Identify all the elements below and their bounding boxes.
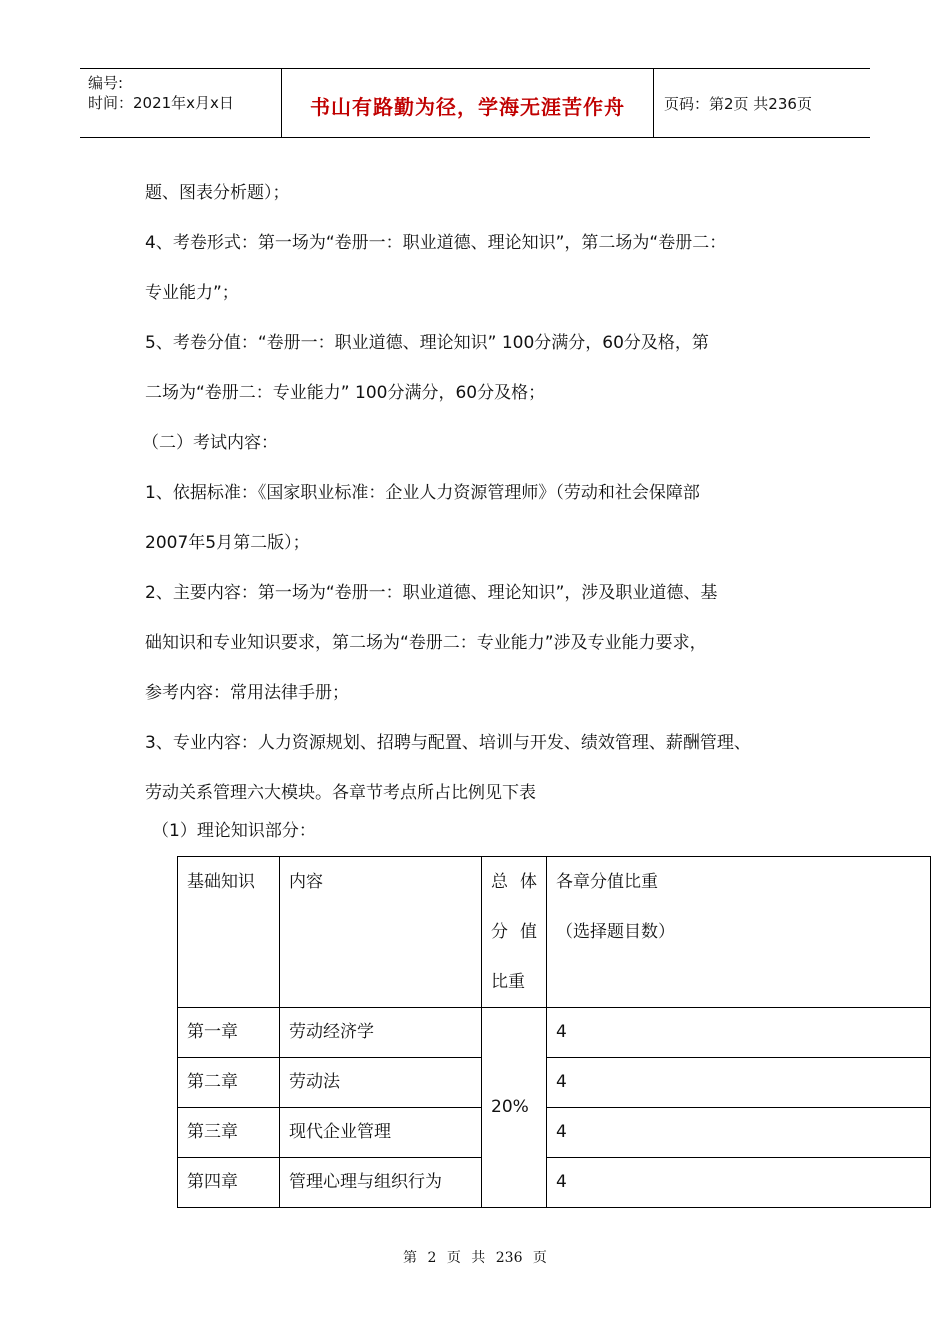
paragraph: 2007年5月第二版）； — [145, 533, 310, 553]
count-cell: 4 — [547, 1008, 931, 1058]
chapter-cell: 第四章 — [178, 1158, 280, 1208]
chapter-cell: 第三章 — [178, 1108, 280, 1158]
table-row — [178, 1008, 931, 1058]
table-header-row — [178, 857, 931, 1008]
table-row — [178, 1158, 931, 1208]
table-caption: （1）理论知识部分： — [152, 821, 316, 841]
header-meta — [88, 73, 278, 113]
content-cell: 现代企业管理 — [280, 1108, 482, 1158]
content-cell: 劳动法 — [280, 1058, 482, 1108]
count-cell: 4 — [547, 1108, 931, 1158]
date-line: 时间：2021年x月x日 — [88, 94, 234, 112]
table-row — [178, 1108, 931, 1158]
paragraph: 5、考卷分值：“卷册一：职业道德、理论知识” 100分满分，60分及格，第 — [145, 333, 709, 353]
header-cell-basic-knowledge: 基础知识 — [178, 857, 280, 1008]
paragraph: 二场为“卷册二：专业能力” 100分满分，60分及格； — [145, 383, 546, 403]
paragraph: 2、主要内容：第一场为“卷册一：职业道德、理论知识”，涉及职业道德、基 — [145, 583, 718, 603]
paragraph: 参考内容：常用法律手册； — [145, 683, 349, 703]
paragraph: 1、依据标准：《国家职业标准：企业人力资源管理师》（劳动和社会保障部 — [145, 483, 700, 503]
content-cell: 劳动经济学 — [280, 1008, 482, 1058]
page-header — [80, 68, 870, 138]
header-page-info: 页码：第2页 共236页 — [664, 95, 812, 113]
header-cell-content: 内容 — [280, 857, 482, 1008]
paragraph: 础知识和专业知识要求，第二场为“卷册二：专业能力”涉及专业能力要求， — [145, 633, 707, 653]
chapter-cell: 第二章 — [178, 1058, 280, 1108]
total-share-cell: 20% — [482, 1008, 547, 1208]
page-footer: 第 2 页 共 236 页 — [403, 1250, 547, 1266]
section-heading: （二）考试内容： — [142, 433, 278, 453]
paragraph: 题、图表分析题）； — [145, 183, 290, 203]
serial-label: 编号: — [88, 74, 124, 92]
chapter-cell: 第一章 — [178, 1008, 280, 1058]
document-body — [142, 168, 845, 818]
paragraph: 4、考卷形式：第一场为“卷册一：职业道德、理论知识”，第二场为“卷册二： — [145, 233, 727, 253]
header-divider-right — [653, 69, 654, 137]
theory-knowledge-table — [177, 856, 931, 1208]
paragraph: 专业能力”； — [145, 283, 239, 303]
table-row — [178, 1058, 931, 1108]
paragraph: 3、专业内容：人力资源规划、招聘与配置、培训与开发、绩效管理、薪酬管理、 — [145, 733, 751, 753]
paragraph: 劳动关系管理六大模块。各章节考点所占比例见下表 — [145, 783, 536, 803]
count-cell: 4 — [547, 1058, 931, 1108]
count-cell: 4 — [547, 1158, 931, 1208]
content-cell: 管理心理与组织行为 — [280, 1158, 482, 1208]
header-cell-chapter-share: 各章分值比重 （选择题目数） — [547, 857, 931, 1008]
header-cell-total-share: 总 体 分 值 比重 — [482, 857, 547, 1008]
header-motto: 书山有路勤为径，学海无涯苦作舟 — [310, 95, 625, 119]
